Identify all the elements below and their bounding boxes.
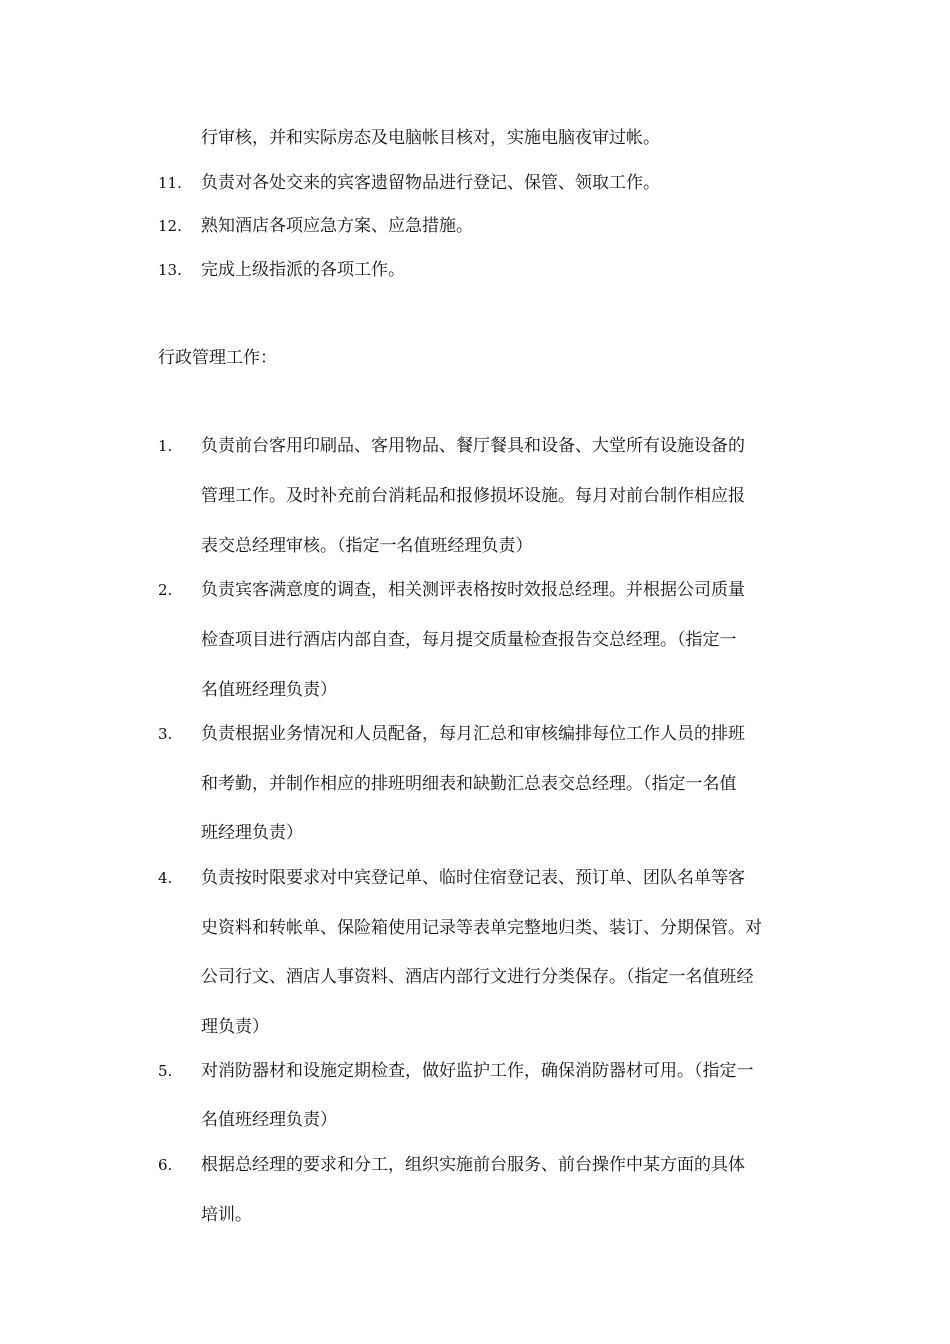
item-number: 13. [158,261,182,279]
item-text: 完成上级指派的各项工作。 [201,260,405,280]
item-text: 熟知酒店各项应急方案、应急措施。 [201,216,473,236]
item-number: 3. [158,725,173,743]
item-line: 表交总经理审核。（指定一名值班经理负责） [201,536,533,556]
item-line: 班经理负责） [201,823,303,843]
item-line: 负责根据业务情况和人员配备，每月汇总和审核编排每位工作人员的排班 [201,724,745,744]
item-number: 1. [158,437,173,455]
item-line: 公司行文、酒店人事资料、酒店内部行文进行分类保存。（指定一名值班经 [201,967,754,987]
item-number: 6. [158,1156,173,1174]
item-line: 名值班经理负责） [201,680,337,700]
section-heading: 行政管理工作： [158,348,277,368]
item-line: 检查项目进行酒店内部自查，每月提交质量检查报告交总经理。（指定一 [201,630,737,650]
item-number: 11. [158,174,182,192]
item-line: 根据总经理的要求和分工，组织实施前台服务、前台操作中某方面的具体 [201,1155,745,1175]
item-line: 史资料和转帐单、保险箱使用记录等表单完整地归类、装订、分期保管。对 [201,918,762,938]
continuation-line: 行审核，并和实际房态及电脑帐目核对，实施电脑夜审过帐。 [201,128,660,148]
item-line: 名值班经理负责） [201,1110,337,1130]
item-line: 管理工作。及时补充前台消耗品和报修损坏设施。每月对前台制作相应报 [201,486,745,506]
item-text: 负责对各处交来的宾客遗留物品进行登记、保管、领取工作。 [201,173,660,193]
item-line: 负责按时限要求对中宾登记单、临时住宿登记表、预订单、团队名单等客 [201,868,745,888]
item-number: 12. [158,217,182,235]
item-line: 理负责） [201,1017,269,1037]
item-line: 负责前台客用印刷品、客用物品、餐厅餐具和设备、大堂所有设施设备的 [201,436,745,456]
item-line: 负责宾客满意度的调查，相关测评表格按时效报总经理。并根据公司质量 [201,580,745,600]
item-line: 培训。 [201,1205,252,1225]
item-line: 对消防器材和设施定期检查，做好监护工作，确保消防器材可用。（指定一 [201,1061,754,1081]
item-line: 和考勤，并制作相应的排班明细表和缺勤汇总表交总经理。（指定一名值 [201,774,737,794]
item-number: 4. [158,869,173,887]
item-number: 5. [158,1062,173,1080]
item-number: 2. [158,581,173,599]
